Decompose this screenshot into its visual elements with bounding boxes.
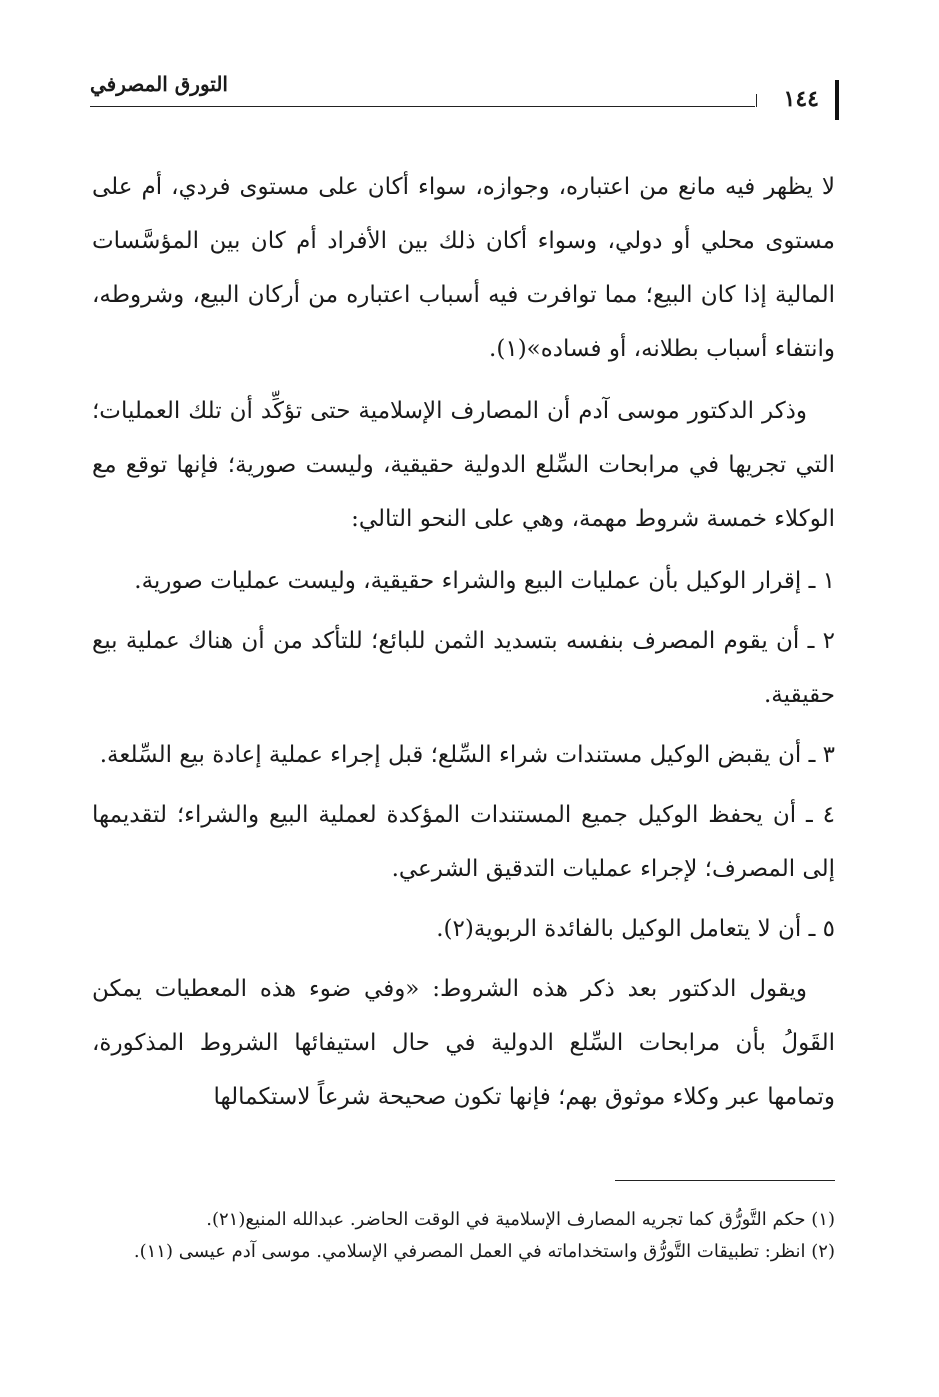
footnote-2: (٢) انظر: تطبيقات التَّورُّق واستخداماته في العمل المصرفي الإسلامي. موسى آدم عيسى (١١). bbox=[133, 1241, 835, 1262]
condition-item-2: ٢ ـ أن يقوم المصرف بنفسه بتسديد الثمن للبائع؛ للتأكد من أن هناك عملية بيع حقيقية. bbox=[92, 628, 835, 708]
header-rule bbox=[90, 106, 755, 107]
running-title: التورق المصرفي bbox=[90, 72, 228, 96]
header-tick bbox=[756, 94, 757, 107]
footnote-1: (١) حكم التَّورُّق كما تجريه المصارف الإسلامية في الوقت الحاضر. عبدالله المنيع(٢١). bbox=[206, 1209, 835, 1230]
paragraph-3: ويقول الدكتور بعد ذكر هذه الشروط: «وفي ضوء هذه المعطيات يمكن القَولُ بأن مرابحات السِّلع الدولية في حال استيفائها الشروط المذكورة، وتمامها عبر وكلاء موثوق بهم؛ فإنها تكون صحيحة شرعاً لاستكمالها bbox=[92, 976, 835, 1110]
condition-item-1: ١ ـ إقرار الوكيل بأن عمليات البيع والشراء حقيقية، وليست عمليات صورية. bbox=[134, 568, 835, 594]
condition-item-5: ٥ ـ أن لا يتعامل الوكيل بالفائدة الربوية(٢). bbox=[436, 916, 835, 942]
paragraph-1: لا يظهر فيه مانع من اعتباره، وجوازه، سواء أكان على مستوى فردي، أم على مستوى محلي أو دولي، وسواء أكان ذلك بين الأفراد أم كان بين المؤسَّسات المالية إذا كان البيع؛ مما توافرت فيه أسباب اعتباره من أركان البيع، وشروطه، وانتفاء أسباب بطلانه، أو فساده»(١). bbox=[92, 174, 835, 362]
condition-item-3: ٣ ـ أن يقبض الوكيل مستندات شراء السِّلع؛ قبل إجراء عملية إعادة بيع السِّلعة. bbox=[99, 742, 835, 768]
footnote-separator bbox=[615, 1180, 835, 1181]
footnotes bbox=[92, 1204, 835, 1268]
main-text bbox=[92, 160, 835, 1132]
page-number: ١٤٤ bbox=[783, 86, 819, 112]
paragraph-2: وذكر الدكتور موسى آدم أن المصارف الإسلامية حتى تؤكِّد أن تلك العمليات؛ التي تجريها في مرابحات السِّلع الدولية حقيقية، وليست صورية؛ فإنها توقع مع الوكلاء خمسة شروط مهمة، وهي على النحو التالي: bbox=[92, 398, 835, 532]
page-header bbox=[90, 72, 839, 116]
condition-item-4: ٤ ـ أن يحفظ الوكيل جميع المستندات المؤكدة لعملية البيع والشراء؛ لتقديمها إلى المصرف؛ لإجراء عمليات التدقيق الشرعي. bbox=[92, 802, 835, 882]
header-bar bbox=[835, 80, 839, 120]
